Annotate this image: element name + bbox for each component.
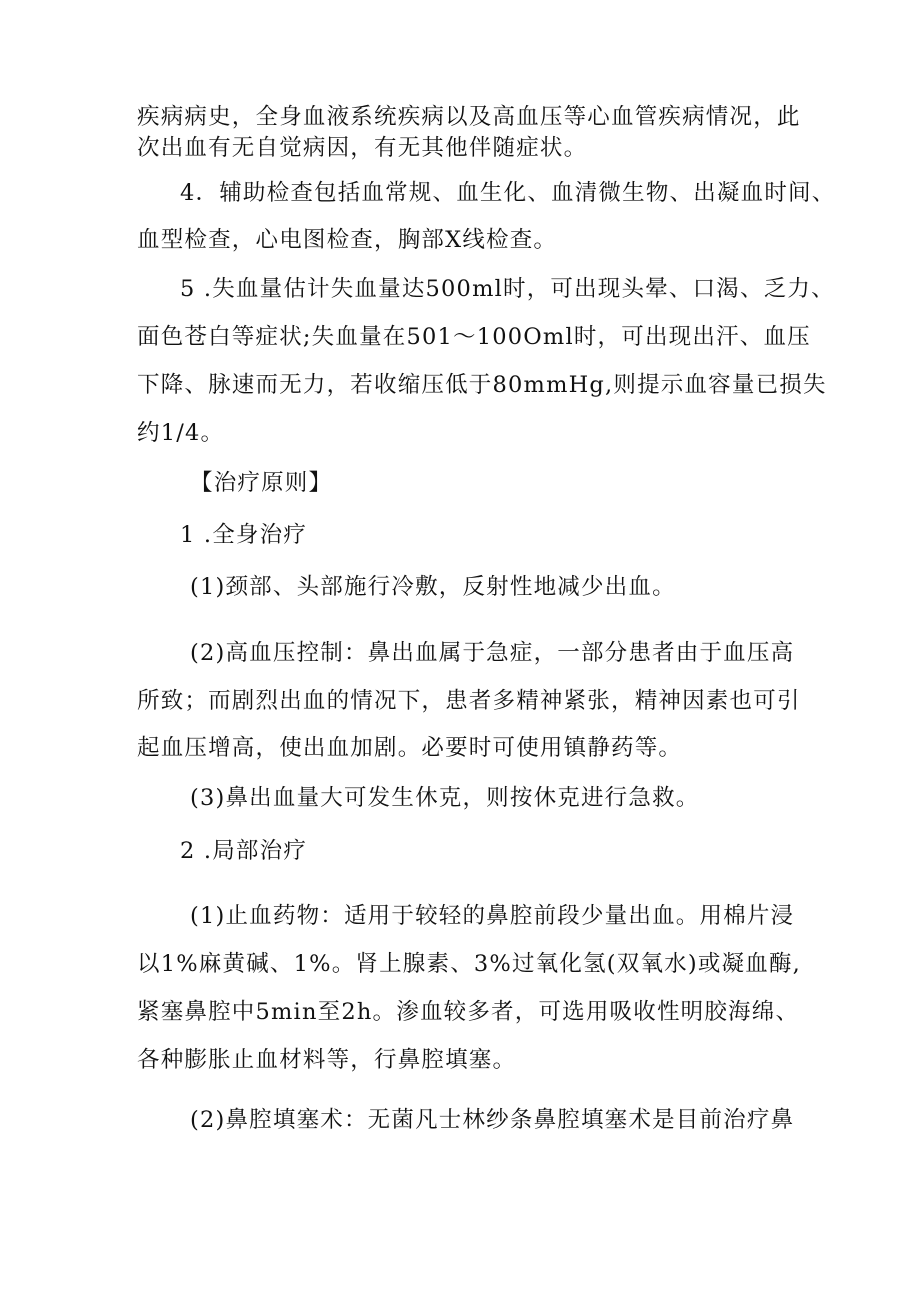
text-line: 下降、脉速而无力，若收缩压低于80mmHg,则提示血容量已损失 (137, 372, 827, 398)
text-line: (2)高血压控制：鼻出血属于急症，一部分患者由于血压高 (190, 640, 795, 666)
subsection-heading: 1 .全身治疗 (180, 522, 308, 548)
text-line: 以1%麻黄碱、1%。肾上腺素、3%过氧化氢(双氧水)或凝血酶, (137, 951, 801, 977)
text-line: 血型检查，心电图检查，胸部X线检查。 (137, 227, 558, 253)
text-line: 次出血有无自觉病因，有无其他伴随症状。 (137, 135, 588, 161)
text-line: (1)颈部、头部施行冷敷，反射性地减少出血。 (190, 574, 676, 600)
text-line: 起血压增高，使出血加剧。必要时可使用镇静药等。 (137, 735, 683, 761)
text-line: 5 .失血量估计失血量达500ml时，可出现头晕、口渴、乏力、 (180, 276, 835, 302)
text-line: (1)止血药物：适用于较轻的鼻腔前段少量出血。用棉片浸 (190, 903, 795, 929)
text-line: 紧塞鼻腔中5min至2h。渗血较多者，可选用吸收性明胶海绵、 (137, 999, 800, 1025)
section-heading: 【治疗原则】 (190, 470, 333, 496)
text-line: 疾病病史，全身血液系统疾病以及高血压等心血管疾病情况，此 (137, 104, 801, 130)
text-line: 4．辅助检查包括血常规、血生化、血清微生物、出凝血时间、 (180, 180, 836, 206)
text-line: 面色苍白等症状;失血量在501～100Oml时，可出现出汗、血压 (137, 324, 811, 350)
text-line: 所致；而剧烈出血的情况下，患者多精神紧张，精神因素也可引 (137, 688, 801, 714)
text-line: (3)鼻出血量大可发生休克，则按休克进行急救。 (190, 785, 700, 811)
subsection-heading: 2 .局部治疗 (180, 838, 308, 864)
text-line: 各种膨胀止血材料等，行鼻腔填塞。 (137, 1047, 517, 1073)
text-line: (2)鼻腔填塞术：无菌凡士林纱条鼻腔填塞术是目前治疗鼻 (190, 1107, 795, 1133)
text-line: 约1/4。 (137, 420, 225, 446)
